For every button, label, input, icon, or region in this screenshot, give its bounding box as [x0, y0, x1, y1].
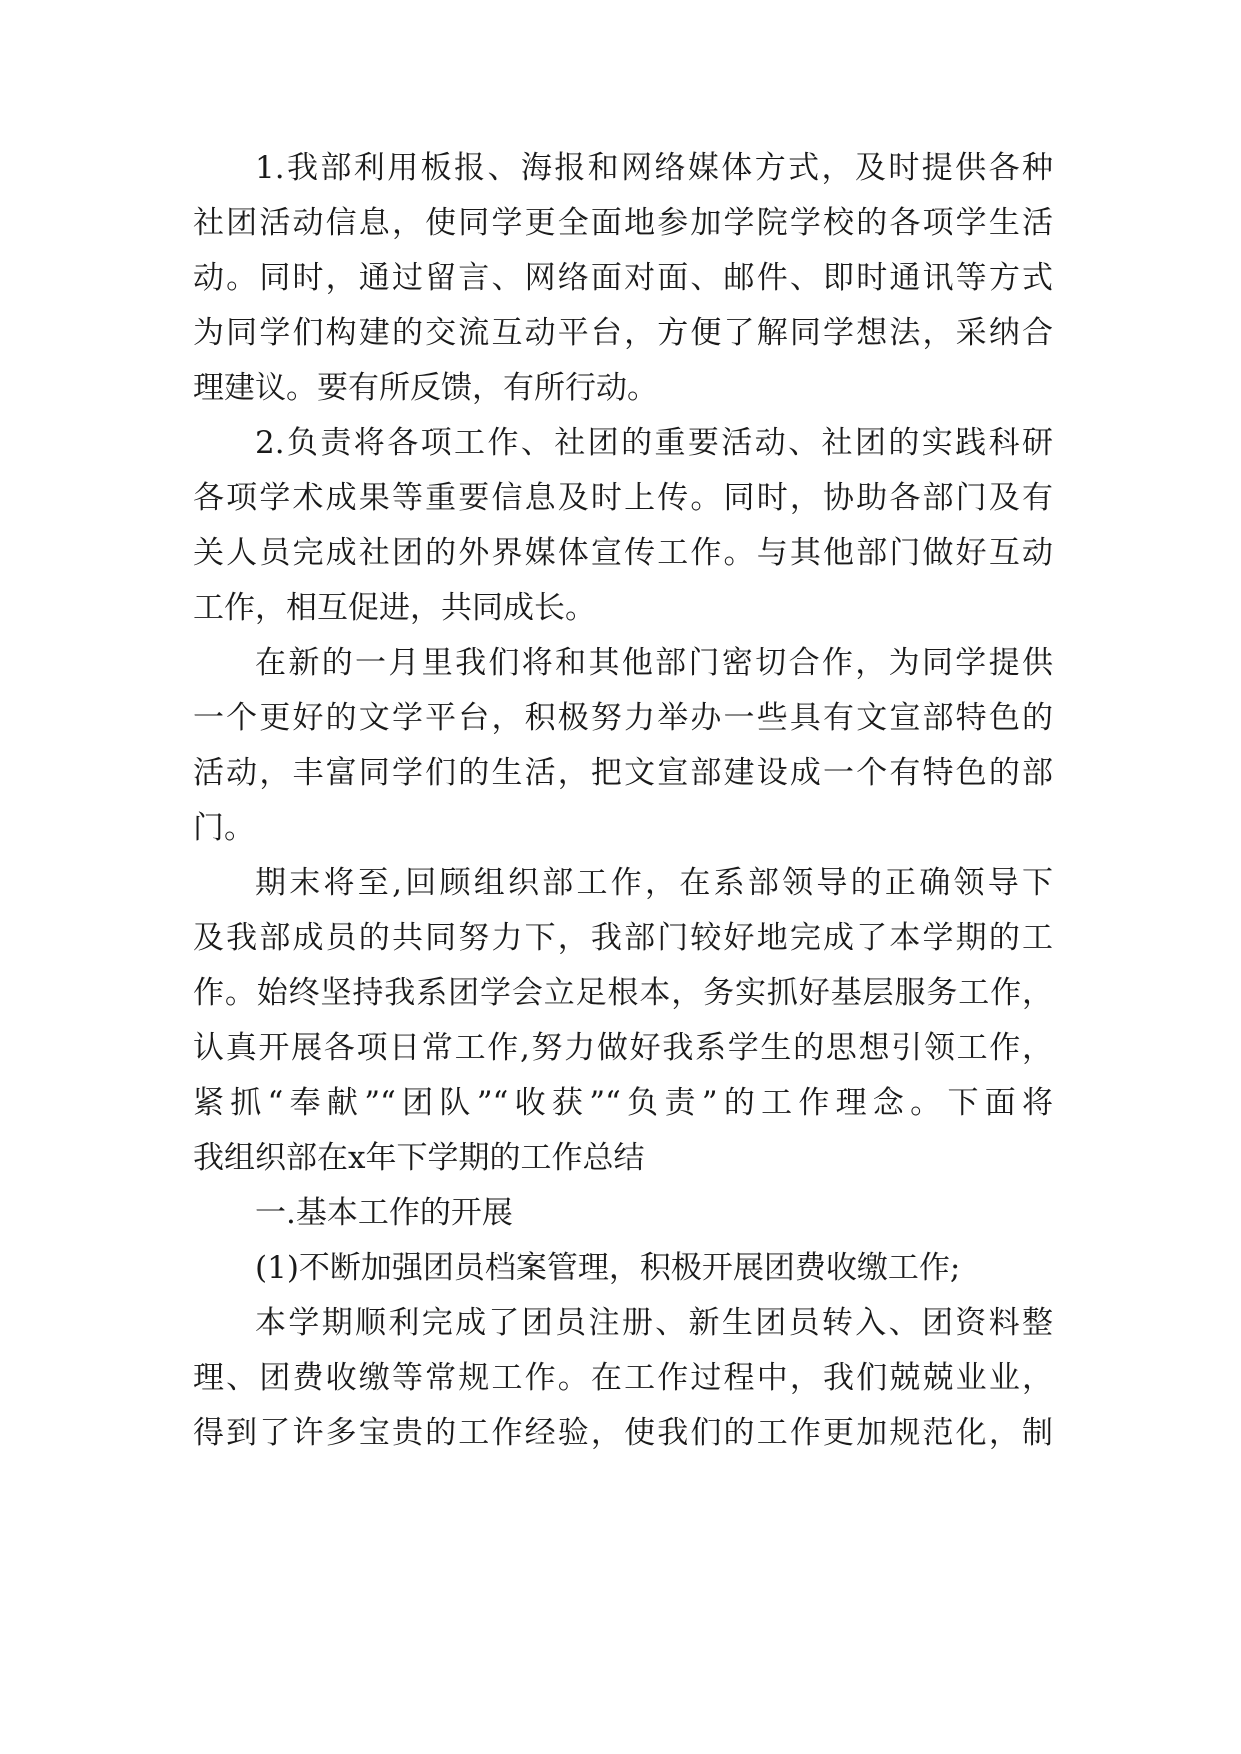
section-heading: 一.基本工作的开展 [255, 1195, 513, 1231]
paragraph-line: 作。始终坚持我系团学会立足根本，务实抓好基层服务工作， [193, 975, 1053, 1011]
paragraph-line: 一个更好的文学平台，积极努力举办一些具有文宣部特色的 [193, 700, 1053, 736]
paragraph-line: 理、团费收缴等常规工作。在工作过程中，我们兢兢业业， [193, 1360, 1053, 1396]
paragraph-line: 活动，丰富同学们的生活，把文宣部建设成一个有特色的部 [193, 755, 1053, 791]
paragraph-line: 紧抓“奉献”“团队”“收获”“负责”的工作理念。下面将 [193, 1085, 1053, 1121]
paragraph-line: 为同学们构建的交流互动平台，方便了解同学想法，采纳合 [193, 315, 1053, 351]
paragraph-line: 在新的一月里我们将和其他部门密切合作，为同学提供 [255, 645, 1053, 681]
paragraph-line: 门。 [193, 810, 255, 846]
paragraph-line: 动。同时，通过留言、网络面对面、邮件、即时通讯等方式 [193, 260, 1053, 296]
paragraph-line: 各项学术成果等重要信息及时上传。同时，协助各部门及有 [193, 480, 1053, 516]
paragraph-line: 工作，相互促进，共同成长。 [193, 590, 596, 626]
paragraph-line: 得到了许多宝贵的工作经验，使我们的工作更加规范化，制 [193, 1415, 1053, 1451]
paragraph-line: 认真开展各项日常工作,努力做好我系学生的思想引领工作， [193, 1030, 1053, 1066]
paragraph-line: 理建议。要有所反馈，有所行动。 [193, 370, 658, 406]
subsection-heading: (1)不断加强团员档案管理，积极开展团费收缴工作; [255, 1250, 961, 1286]
paragraph-line: 1.我部利用板报、海报和网络媒体方式，及时提供各种 [255, 150, 1053, 186]
paragraph-line: 期末将至,回顾组织部工作，在系部领导的正确领导下 [255, 865, 1053, 901]
paragraph-line: 社团活动信息，使同学更全面地参加学院学校的各项学生活 [193, 205, 1053, 241]
paragraph-line: 及我部成员的共同努力下，我部门较好地完成了本学期的工 [193, 920, 1053, 956]
paragraph-line: 2.负责将各项工作、社团的重要活动、社团的实践科研 [255, 425, 1053, 461]
paragraph-line: 本学期顺利完成了团员注册、新生团员转入、团资料整 [255, 1305, 1053, 1341]
paragraph-line: 我组织部在x年下学期的工作总结 [193, 1140, 645, 1176]
paragraph-line: 关人员完成社团的外界媒体宣传工作。与其他部门做好互动 [193, 535, 1053, 571]
